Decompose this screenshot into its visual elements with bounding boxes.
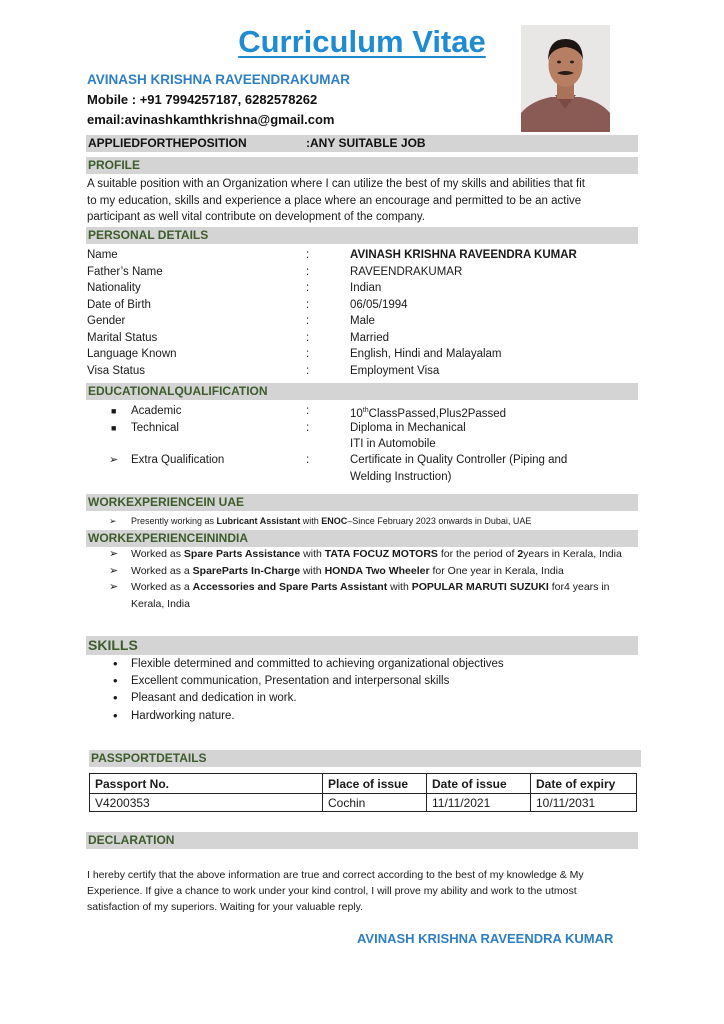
work-uae-heading: WORKEXPERIENCEIN UAE bbox=[86, 494, 638, 511]
field-separator: : bbox=[306, 249, 310, 261]
field-value: Welding Instruction) bbox=[350, 471, 452, 483]
page-title: Curriculum Vitae bbox=[238, 24, 486, 59]
applied-position-value: :ANY SUITABLE JOB bbox=[306, 136, 426, 150]
skill-text: Flexible determined and committed to achieving organizational objectives bbox=[131, 658, 504, 670]
table-cell: 10/11/2031 bbox=[531, 794, 637, 812]
field-separator: : bbox=[306, 315, 310, 327]
education-row-academic bbox=[87, 403, 637, 420]
skill-item bbox=[87, 656, 637, 673]
column-header: Date of issue bbox=[427, 774, 531, 794]
work-india-item-continued bbox=[87, 596, 637, 613]
field-value: Married bbox=[350, 331, 389, 344]
field-separator: : bbox=[306, 454, 310, 466]
skill-text: Pleasant and dedication in work. bbox=[131, 692, 297, 704]
table-cell: Cochin bbox=[323, 794, 427, 812]
field-value: Employment Visa bbox=[350, 364, 440, 377]
email-address: email:avinashkamthkrishna@gmail.com bbox=[87, 112, 335, 127]
field-separator: : bbox=[306, 405, 310, 417]
passport-table bbox=[89, 773, 637, 812]
table-cell: 11/11/2021 bbox=[427, 794, 531, 812]
field-value: 10thClassPassed,Plus2Passed bbox=[350, 407, 507, 420]
education-row-extra-2 bbox=[87, 469, 637, 486]
work-uae-item bbox=[87, 513, 637, 530]
profile-line: A suitable position with an Organization where I can utilize the best of my skills and abilities that fit bbox=[87, 178, 585, 190]
field-value: Indian bbox=[350, 282, 382, 294]
field-label: Academic bbox=[131, 405, 182, 417]
work-uae-text: Presently working as Lubricant Assistant with ENOC–Since February 2023 onwards in Dubai, UAE bbox=[131, 516, 532, 526]
field-value: English, Hindi and Malayalam bbox=[350, 348, 502, 360]
work-india-item bbox=[87, 579, 637, 596]
education-row-technical bbox=[87, 420, 637, 437]
dot-bullet-icon: • bbox=[113, 708, 118, 723]
skill-text: Hardworking nature. bbox=[131, 710, 235, 722]
table-header-row bbox=[90, 774, 637, 794]
arrow-bullet-icon: ➢ bbox=[109, 581, 119, 593]
personal-row-dob bbox=[87, 297, 637, 314]
field-label: Nationality bbox=[87, 282, 141, 294]
work-india-text: Worked as a SpareParts In-Charge with HONDA Two Wheeler for One year in Kerala, India bbox=[131, 565, 564, 577]
skill-item bbox=[87, 673, 637, 690]
table-cell: V4200353 bbox=[90, 794, 323, 812]
square-bullet-icon: ■ bbox=[111, 406, 117, 416]
skill-item bbox=[87, 690, 637, 707]
mobile-numbers: Mobile : +91 7994257187, 6282578262 bbox=[87, 92, 318, 107]
field-label: Date of Birth bbox=[87, 298, 151, 311]
field-separator: : bbox=[306, 298, 310, 311]
work-india-item bbox=[87, 563, 637, 580]
field-separator: : bbox=[306, 282, 310, 294]
field-value: Male bbox=[350, 315, 375, 327]
field-separator: : bbox=[306, 364, 310, 377]
field-value: Certificate in Quality Controller (Piping and bbox=[350, 454, 568, 466]
personal-row-name bbox=[87, 247, 637, 264]
dot-bullet-icon: • bbox=[113, 673, 118, 688]
work-india-text: Kerala, India bbox=[131, 598, 190, 610]
column-header: Passport No. bbox=[90, 774, 323, 794]
arrow-bullet-icon: ➢ bbox=[109, 516, 117, 526]
field-label: Language Known bbox=[87, 348, 177, 360]
work-india-text: Worked as a Accessories and Spare Parts Assistant with POPULAR MARUTI SUZUKI for4 years in bbox=[131, 581, 610, 593]
personal-row-languages bbox=[87, 346, 637, 363]
arrow-bullet-icon: ➢ bbox=[109, 548, 119, 560]
skills-heading: SKILLS bbox=[86, 636, 638, 655]
work-india-text: Worked as Spare Parts Assistance with TATA FOCUZ MOTORS for the period of 2years in Kerala, India bbox=[131, 548, 622, 560]
field-label: Technical bbox=[131, 422, 179, 434]
passport-heading: PASSPORTDETAILS bbox=[89, 750, 641, 767]
profile-heading: PROFILE bbox=[86, 157, 638, 174]
field-separator: : bbox=[306, 331, 310, 344]
field-label: Gender bbox=[87, 315, 126, 327]
profile-line: participant as well vital contribute on development of the company. bbox=[87, 211, 425, 223]
field-separator: : bbox=[306, 265, 310, 278]
work-india-heading: WORKEXPERIENCEININDIA bbox=[86, 530, 638, 547]
field-label: Father’s Name bbox=[87, 265, 163, 278]
profile-photo bbox=[521, 25, 610, 132]
table-row bbox=[90, 794, 637, 812]
declaration-heading: DECLARATION bbox=[86, 832, 638, 849]
declaration-line: Experience. If give a chance to work under your kind control, I will prove my ability and work to the utmost bbox=[87, 885, 577, 897]
personal-row-visa bbox=[87, 363, 637, 380]
column-header: Date of expiry bbox=[531, 774, 637, 794]
personal-row-gender bbox=[87, 313, 637, 330]
field-value: 06/05/1994 bbox=[350, 298, 408, 311]
field-separator: : bbox=[306, 348, 310, 360]
signature-name: AVINASH KRISHNA RAVEENDRA KUMAR bbox=[357, 931, 614, 946]
dot-bullet-icon: • bbox=[113, 690, 118, 705]
field-value: ITI in Automobile bbox=[350, 438, 436, 450]
field-value: RAVEENDRAKUMAR bbox=[350, 265, 463, 278]
skill-text: Excellent communication, Presentation and interpersonal skills bbox=[131, 675, 450, 687]
personal-details-heading: PERSONAL DETAILS bbox=[86, 227, 638, 244]
profile-line: to my education, skills and experience a place where an encourage and permitted to be an active bbox=[87, 194, 582, 207]
field-value: Diploma in Mechanical bbox=[350, 422, 466, 434]
declaration-text bbox=[87, 867, 647, 915]
education-row-extra bbox=[87, 452, 637, 469]
applied-position-bar bbox=[86, 135, 638, 152]
field-value: AVINASH KRISHNA RAVEENDRA KUMAR bbox=[350, 249, 577, 261]
square-bullet-icon: ■ bbox=[111, 423, 117, 433]
field-label: Name bbox=[87, 249, 118, 261]
candidate-name: AVINASH KRISHNA RAVEENDRAKUMAR bbox=[87, 72, 351, 87]
declaration-line: satisfaction of my superiors. Waiting for your valuable reply. bbox=[87, 901, 364, 913]
personal-row-marital bbox=[87, 330, 637, 347]
arrow-bullet-icon: ➢ bbox=[109, 454, 119, 466]
education-row-technical-2 bbox=[87, 436, 637, 453]
skill-item bbox=[87, 708, 637, 725]
declaration-line: I hereby certify that the above information are true and correct according to the best of my knowledge & My bbox=[87, 869, 584, 881]
portrait-image bbox=[521, 25, 610, 132]
field-label: Marital Status bbox=[87, 331, 158, 344]
education-heading: EDUCATIONALQUALIFICATION bbox=[86, 383, 638, 400]
field-label: Extra Qualification bbox=[131, 454, 225, 466]
personal-row-nationality bbox=[87, 280, 637, 297]
column-header: Place of issue bbox=[323, 774, 427, 794]
arrow-bullet-icon: ➢ bbox=[109, 565, 119, 577]
work-india-item bbox=[87, 546, 637, 563]
dot-bullet-icon: • bbox=[113, 656, 118, 671]
personal-row-father bbox=[87, 264, 637, 281]
field-label: Visa Status bbox=[87, 364, 145, 377]
field-separator: : bbox=[306, 422, 310, 434]
profile-text bbox=[87, 176, 635, 226]
applied-position-label: APPLIEDFORTHEPOSITION bbox=[88, 136, 247, 150]
